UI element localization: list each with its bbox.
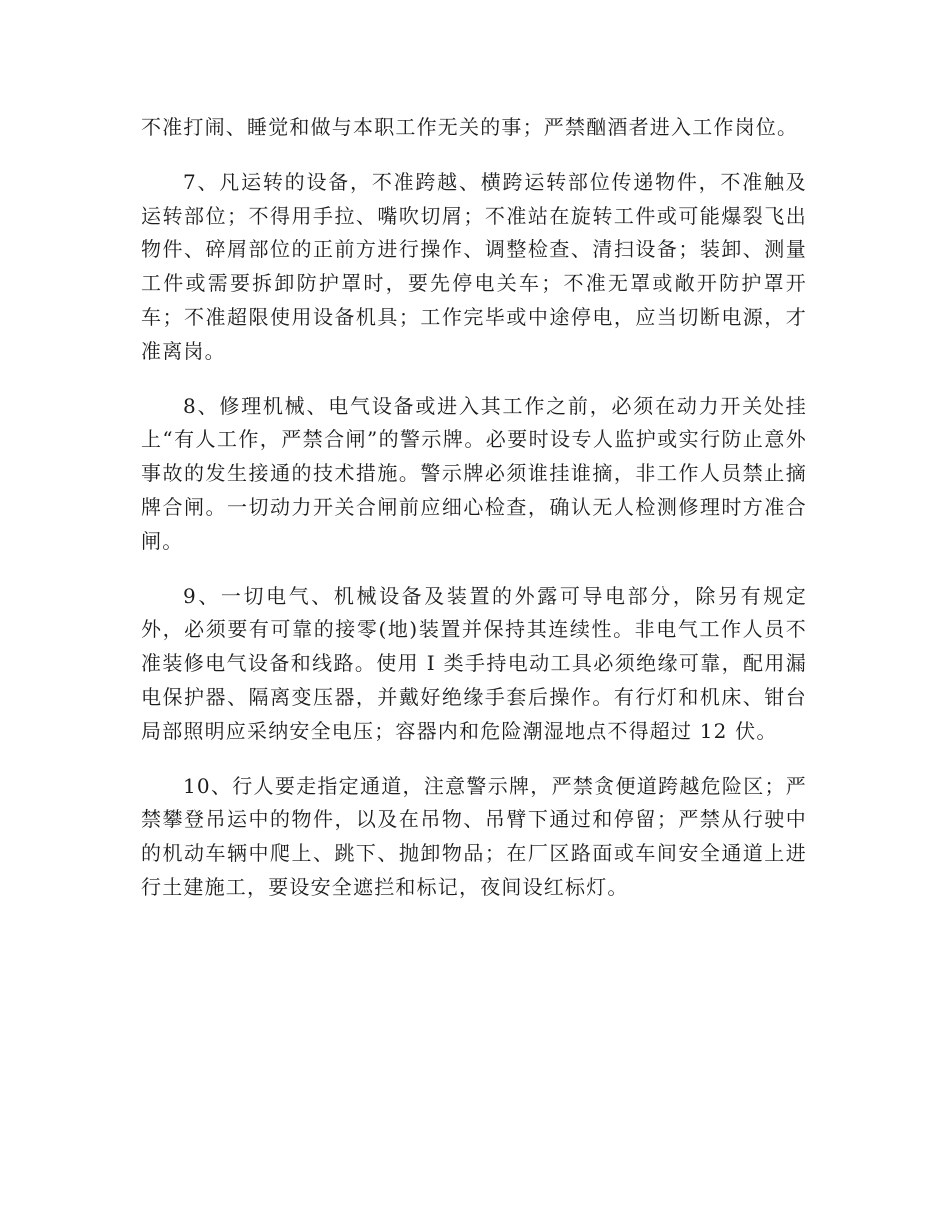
document-body: [141, 111, 807, 926]
paragraph-item-9: 9、一切电气、机械设备及装置的外露可导电部分，除另有规定外，必须要有可靠的接零(地)装置并保持其连续性。非电气工作人员不准装修电气设备和线路。使用 I 类手持电动工具必须绝缘可靠，配用漏电保护器、隔离变压器，并戴好绝缘手套后操作。有行灯和机床、钳台局部照明应采纳安全电压；容器内和危险潮湿地点不得超过 12 伏。: [141, 583, 807, 743]
paragraph-item-10: 10、行人要走指定通道，注意警示牌，严禁贪便道跨越危险区；严禁攀登吊运中的物件，以及在吊物、吊臂下通过和停留；严禁从行驶中的机动车辆中爬上、跳下、抛卸物品；在厂区路面或车间安全通道上进行土建施工，要设安全遮拦和标记，夜间设红标灯。: [141, 773, 807, 899]
paragraph-item-8: 8、修理机械、电气设备或进入其工作之前，必须在动力开关处挂上“有人工作，严禁合闸”的警示牌。必要时设专人监护或实行防止意外事故的发生接通的技术措施。警示牌必须谁挂谁摘，非工作人员禁止摘牌合闸。一切动力开关合闸前应细心检查，确认无人检测修理时方准合闸。: [141, 393, 807, 553]
paragraph-continuation: 不准打闹、睡觉和做与本职工作无关的事；严禁酗酒者进入工作岗位。: [141, 115, 799, 139]
paragraph-item-7: 7、凡运转的设备，不准跨越、横跨运转部位传递物件，不准触及运转部位；不得用手拉、嘴吹切屑；不准站在旋转工件或可能爆裂飞出物件、碎屑部位的正前方进行操作、调整检查、清扫设备；装卸、测量工件或需要拆卸防护罩时，要先停电关车；不准无罩或敞开防护罩开车；不准超限使用设备机具；工作完毕或中途停电，应当切断电源，才准离岗。: [141, 169, 807, 363]
